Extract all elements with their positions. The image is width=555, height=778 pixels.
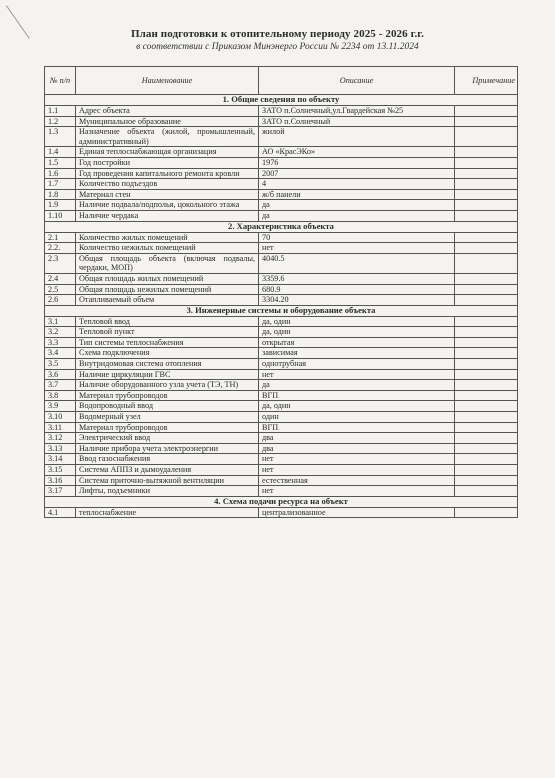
row-name-cell: Электрический ввод bbox=[76, 433, 259, 444]
row-note-cell bbox=[455, 380, 518, 391]
row-name-cell: Система приточно-вытяжной вентиляции bbox=[76, 475, 259, 486]
row-name-cell: Год проведения капитального ремонта кровли bbox=[76, 168, 259, 179]
table-row bbox=[45, 210, 518, 221]
row-description-cell: нет bbox=[259, 486, 455, 497]
table-row bbox=[45, 507, 518, 518]
row-name-cell: Лифты, подъемники bbox=[76, 486, 259, 497]
table-row bbox=[45, 189, 518, 200]
header-note: Примечание bbox=[455, 67, 518, 95]
table-row bbox=[45, 106, 518, 117]
table-row bbox=[45, 443, 518, 454]
row-note-cell bbox=[455, 422, 518, 433]
row-note-cell bbox=[455, 316, 518, 327]
row-description-cell: жилой bbox=[259, 127, 455, 147]
table-row bbox=[45, 232, 518, 243]
table-row bbox=[45, 327, 518, 338]
row-number-cell: 4.1 bbox=[45, 507, 76, 518]
row-note-cell bbox=[455, 401, 518, 412]
header-name: Наименование bbox=[76, 67, 259, 95]
row-note-cell bbox=[455, 337, 518, 348]
row-description-cell: 4040.5 bbox=[259, 253, 455, 273]
row-description-cell: 1976 bbox=[259, 157, 455, 168]
table-row bbox=[45, 295, 518, 306]
row-name-cell: Система АППЗ и дымоудаления bbox=[76, 465, 259, 476]
table-row bbox=[45, 284, 518, 295]
section-header-row bbox=[45, 496, 518, 507]
row-note-cell bbox=[455, 412, 518, 423]
row-description-cell: открытая bbox=[259, 337, 455, 348]
row-description-cell: зависимая bbox=[259, 348, 455, 359]
row-name-cell: Количество подъездов bbox=[76, 179, 259, 190]
row-number-cell: 3.4 bbox=[45, 348, 76, 359]
row-note-cell bbox=[455, 179, 518, 190]
row-number-cell: 3.15 bbox=[45, 465, 76, 476]
header-num: № п/п bbox=[45, 67, 76, 95]
row-number-cell: 2.4 bbox=[45, 273, 76, 284]
document-subtitle: в соответствии с Приказом Минэнерго России № 2234 от 13.11.2024 bbox=[136, 42, 419, 52]
row-note-cell bbox=[455, 200, 518, 211]
row-name-cell: Материал стен bbox=[76, 189, 259, 200]
row-number-cell: 1.10 bbox=[45, 210, 76, 221]
table-row bbox=[45, 316, 518, 327]
row-name-cell: Схема подключения bbox=[76, 348, 259, 359]
row-number-cell: 3.11 bbox=[45, 422, 76, 433]
row-description-cell: АО «КрасЭКо» bbox=[259, 147, 455, 158]
row-description-cell: да bbox=[259, 200, 455, 211]
row-note-cell bbox=[455, 486, 518, 497]
row-note-cell bbox=[455, 210, 518, 221]
row-description-cell: да bbox=[259, 210, 455, 221]
row-name-cell: Отапливаемый объем bbox=[76, 295, 259, 306]
table-row bbox=[45, 369, 518, 380]
row-number-cell: 3.5 bbox=[45, 359, 76, 370]
row-note-cell bbox=[455, 475, 518, 486]
row-name-cell: Год постройки bbox=[76, 157, 259, 168]
row-number-cell: 3.6 bbox=[45, 369, 76, 380]
row-note-cell bbox=[455, 243, 518, 254]
table-row bbox=[45, 401, 518, 412]
row-note-cell bbox=[455, 295, 518, 306]
row-name-cell: Материал трубопроводов bbox=[76, 422, 259, 433]
row-description-cell: нет bbox=[259, 369, 455, 380]
row-note-cell bbox=[455, 106, 518, 117]
row-note-cell bbox=[455, 348, 518, 359]
section-title: 1. Общие сведения по объекту bbox=[45, 95, 518, 106]
row-note-cell bbox=[455, 232, 518, 243]
row-description-cell: ЗАТО п.Солнечный bbox=[259, 116, 455, 127]
row-number-cell: 3.2 bbox=[45, 327, 76, 338]
row-number-cell: 1.3 bbox=[45, 127, 76, 147]
section-header-row bbox=[45, 95, 518, 106]
row-description-cell: да bbox=[259, 380, 455, 391]
row-description-cell: 3304.20 bbox=[259, 295, 455, 306]
row-number-cell: 3.3 bbox=[45, 337, 76, 348]
table-row bbox=[45, 200, 518, 211]
table-row bbox=[45, 380, 518, 391]
row-number-cell: 3.7 bbox=[45, 380, 76, 391]
row-description-cell: ЗАТО п.Солнечный,ул.Гвардейская №25 bbox=[259, 106, 455, 117]
table-row bbox=[45, 422, 518, 433]
row-number-cell: 3.17 bbox=[45, 486, 76, 497]
table-row bbox=[45, 486, 518, 497]
row-description-cell: нет bbox=[259, 243, 455, 254]
row-description-cell: нет bbox=[259, 454, 455, 465]
row-number-cell: 1.6 bbox=[45, 168, 76, 179]
row-description-cell: два bbox=[259, 443, 455, 454]
row-description-cell: 680.9 bbox=[259, 284, 455, 295]
row-name-cell: Количество нежилых помещений bbox=[76, 243, 259, 254]
row-number-cell: 3.14 bbox=[45, 454, 76, 465]
row-note-cell bbox=[455, 284, 518, 295]
row-number-cell: 1.5 bbox=[45, 157, 76, 168]
row-note-cell bbox=[455, 327, 518, 338]
row-description-cell: да, один bbox=[259, 327, 455, 338]
table-row bbox=[45, 433, 518, 444]
row-number-cell: 3.1 bbox=[45, 316, 76, 327]
row-description-cell: естественная bbox=[259, 475, 455, 486]
document-title: План подготовки к отопительному периоду 2025 - 2026 г.г. bbox=[130, 28, 425, 40]
table-row bbox=[45, 168, 518, 179]
row-name-cell: Общая площадь жилых помещений bbox=[76, 273, 259, 284]
row-description-cell: централизованное bbox=[259, 507, 455, 518]
table-row bbox=[45, 465, 518, 476]
row-name-cell: Назначение объекта (жилой, промышленный, административный) bbox=[76, 127, 259, 147]
row-number-cell: 1.9 bbox=[45, 200, 76, 211]
row-note-cell bbox=[455, 168, 518, 179]
table-row bbox=[45, 454, 518, 465]
row-note-cell bbox=[455, 507, 518, 518]
row-name-cell: Количество жилых помещений bbox=[76, 232, 259, 243]
row-note-cell bbox=[455, 465, 518, 476]
row-description-cell: два bbox=[259, 433, 455, 444]
row-description-cell: нет bbox=[259, 465, 455, 476]
row-name-cell: Материал трубопроводов bbox=[76, 390, 259, 401]
row-note-cell bbox=[455, 443, 518, 454]
table-header-row bbox=[45, 67, 518, 95]
row-number-cell: 2.3 bbox=[45, 253, 76, 273]
row-description-cell: один bbox=[259, 412, 455, 423]
row-name-cell: Водомерный узел bbox=[76, 412, 259, 423]
row-name-cell: Тепловой пункт bbox=[76, 327, 259, 338]
row-number-cell: 1.4 bbox=[45, 147, 76, 158]
row-description-cell: ж/б панели bbox=[259, 189, 455, 200]
row-note-cell bbox=[455, 116, 518, 127]
row-number-cell: 1.7 bbox=[45, 179, 76, 190]
row-name-cell: Наличие оборудованного узла учета (ТЭ, ТН) bbox=[76, 380, 259, 391]
row-note-cell bbox=[455, 147, 518, 158]
row-name-cell: Наличие подвала/подполья, цокольного этажа bbox=[76, 200, 259, 211]
row-number-cell: 2.2. bbox=[45, 243, 76, 254]
row-name-cell: Тепловой ввод bbox=[76, 316, 259, 327]
table-row bbox=[45, 253, 518, 273]
row-note-cell bbox=[455, 273, 518, 284]
table-row bbox=[45, 337, 518, 348]
row-name-cell: Наличие чердака bbox=[76, 210, 259, 221]
row-note-cell bbox=[455, 433, 518, 444]
row-description-cell: ВГП bbox=[259, 422, 455, 433]
row-name-cell: Ввод газоснабжения bbox=[76, 454, 259, 465]
row-name-cell: Наличие прибора учета электроэнергии bbox=[76, 443, 259, 454]
table-row bbox=[45, 147, 518, 158]
row-number-cell: 3.10 bbox=[45, 412, 76, 423]
row-description-cell: 2007 bbox=[259, 168, 455, 179]
table-row bbox=[45, 179, 518, 190]
row-number-cell: 3.13 bbox=[45, 443, 76, 454]
row-note-cell bbox=[455, 369, 518, 380]
row-name-cell: Наличие циркуляции ГВС bbox=[76, 369, 259, 380]
row-number-cell: 1.1 bbox=[45, 106, 76, 117]
row-name-cell: Водопроводный ввод bbox=[76, 401, 259, 412]
row-description-cell: да, один bbox=[259, 401, 455, 412]
table-row bbox=[45, 116, 518, 127]
row-name-cell: Тип системы теплоснабжения bbox=[76, 337, 259, 348]
row-number-cell: 3.9 bbox=[45, 401, 76, 412]
section-header-row bbox=[45, 305, 518, 316]
row-name-cell: Внутридомовая система отопления bbox=[76, 359, 259, 370]
table-row bbox=[45, 273, 518, 284]
table-row bbox=[45, 359, 518, 370]
row-name-cell: Адрес объекта bbox=[76, 106, 259, 117]
row-note-cell bbox=[455, 390, 518, 401]
table-row bbox=[45, 390, 518, 401]
row-name-cell: Единая теплоснабжающая организация bbox=[76, 147, 259, 158]
row-number-cell: 2.5 bbox=[45, 284, 76, 295]
row-note-cell bbox=[455, 157, 518, 168]
plan-table bbox=[44, 66, 518, 518]
row-note-cell bbox=[455, 189, 518, 200]
table-row bbox=[45, 475, 518, 486]
row-name-cell: Общая площадь нежилых помещений bbox=[76, 284, 259, 295]
row-number-cell: 1.8 bbox=[45, 189, 76, 200]
row-description-cell: 4 bbox=[259, 179, 455, 190]
row-description-cell: однотрубная bbox=[259, 359, 455, 370]
table-row bbox=[45, 157, 518, 168]
table-row bbox=[45, 412, 518, 423]
row-note-cell bbox=[455, 359, 518, 370]
row-description-cell: 70 bbox=[259, 232, 455, 243]
table-body bbox=[45, 95, 518, 518]
row-number-cell: 3.16 bbox=[45, 475, 76, 486]
row-note-cell bbox=[455, 454, 518, 465]
section-header-row bbox=[45, 221, 518, 232]
table-row bbox=[45, 348, 518, 359]
row-note-cell bbox=[455, 127, 518, 147]
row-number-cell: 2.1 bbox=[45, 232, 76, 243]
table-row bbox=[45, 243, 518, 254]
header-description: Описание bbox=[259, 67, 455, 95]
row-name-cell: Муниципальное образование bbox=[76, 116, 259, 127]
section-title: 2. Характеристика объекта bbox=[45, 221, 518, 232]
row-description-cell: да, один bbox=[259, 316, 455, 327]
table-row bbox=[45, 127, 518, 147]
row-name-cell: Общая площадь объекта (включая подвалы, чердаки, МОП) bbox=[76, 253, 259, 273]
row-note-cell bbox=[455, 253, 518, 273]
row-name-cell: теплоснабжение bbox=[76, 507, 259, 518]
section-title: 3. Инженерные системы и оборудование объекта bbox=[45, 305, 518, 316]
row-number-cell: 3.8 bbox=[45, 390, 76, 401]
row-number-cell: 3.12 bbox=[45, 433, 76, 444]
row-number-cell: 2.6 bbox=[45, 295, 76, 306]
row-description-cell: 3359.6 bbox=[259, 273, 455, 284]
row-number-cell: 1.2 bbox=[45, 116, 76, 127]
section-title: 4. Схема подачи ресурса на объект bbox=[45, 496, 518, 507]
row-description-cell: ВГП bbox=[259, 390, 455, 401]
